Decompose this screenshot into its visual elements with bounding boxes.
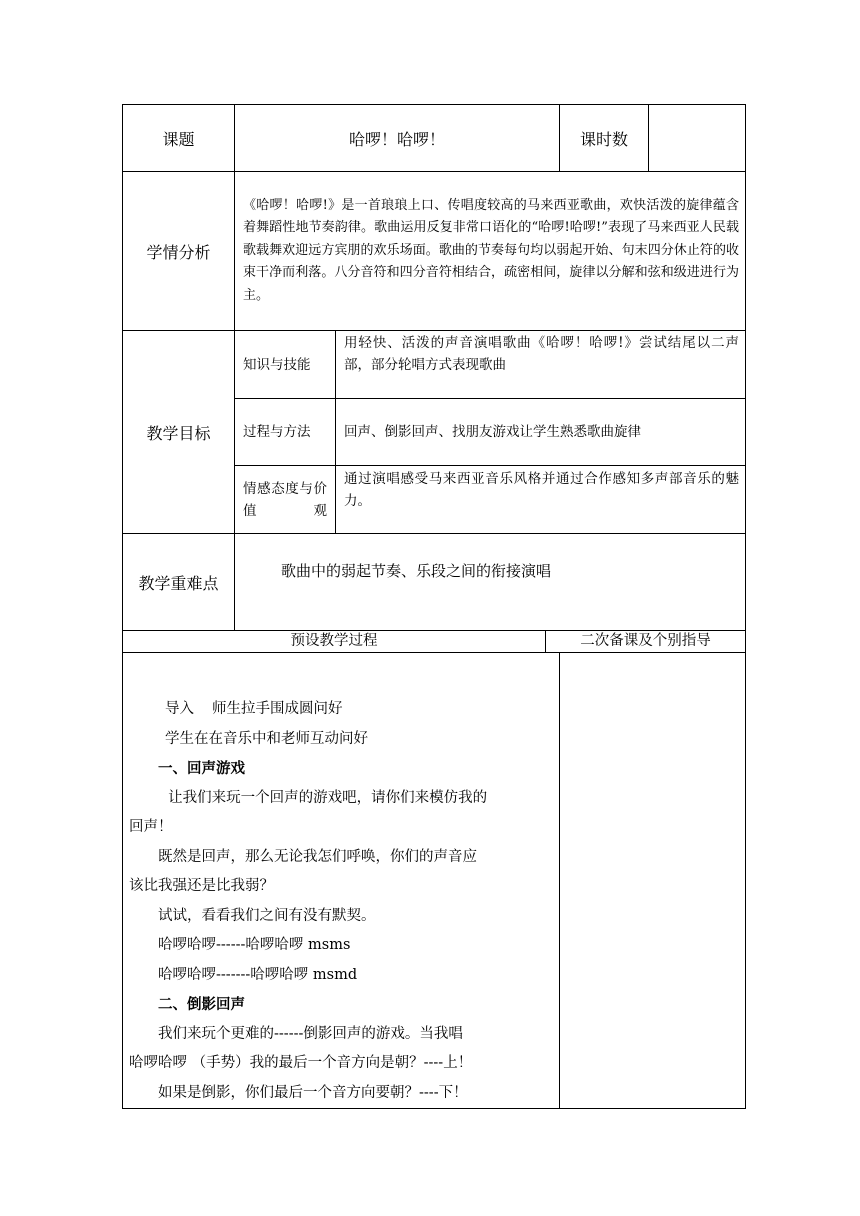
process-header-row	[123, 631, 746, 653]
goals-label: 教学目标	[123, 331, 235, 534]
notes-body	[560, 653, 746, 1109]
goal-label-process: 过程与方法	[235, 399, 336, 466]
intro-line	[129, 695, 553, 725]
section-heading-reverse-echo: 二、倒影回声	[158, 996, 245, 1013]
intro-label: 导入	[165, 701, 194, 717]
goal-text-process: 回声、倒影回声、找朋友游戏让学生熟悉歌曲旋律	[336, 399, 746, 466]
section-heading-echo: 一、回声游戏	[158, 760, 245, 777]
paragraph-5: 哈啰哈啰-------哈啰哈啰 msmd	[158, 966, 358, 983]
title-label: 课题	[123, 105, 235, 172]
goal-text-knowledge: 用轻快、活泼的声音演唱歌曲《哈啰！哈啰!》尝试结尾以二声部，部分轮唱方式表现歌曲	[336, 331, 746, 399]
paragraph-6b: 哈啰哈啰 （手势）我的最后一个音方向是朝？----上！	[129, 1055, 473, 1071]
lesson-title: 哈啰！哈啰！	[235, 105, 560, 172]
paragraph-7: 如果是倒影，你们最后一个音方向要朝？----下！	[158, 1084, 468, 1101]
keypoint-label: 教学重难点	[123, 534, 235, 631]
goal-text-emotion: 通过演唱感受马来西亚音乐风格并通过合作感知多声部音乐的魅力。	[336, 466, 746, 534]
goal-label-emotion: 情感态度与价值观	[235, 466, 336, 534]
paragraph-6a: 我们来玩个更难的------倒影回声的游戏。当我唱	[158, 1025, 463, 1042]
process-row	[123, 653, 746, 1109]
paragraph-1a: 让我们来玩一个回声的游戏吧，请你们来模仿我的	[168, 789, 488, 806]
lesson-plan-table	[122, 104, 746, 1109]
analysis-label: 学情分析	[123, 172, 235, 331]
intro-text: 师生拉手围成圆问好	[212, 701, 343, 717]
goal-label-knowledge: 知识与技能	[235, 331, 336, 399]
keypoint-text: 歌曲中的弱起节奏、乐段之间的衔接演唱	[235, 534, 746, 631]
paragraph-1b: 回声！	[129, 819, 173, 835]
greet-line: 学生在在音乐中和老师互动问好	[165, 730, 368, 747]
hours-value	[649, 105, 746, 172]
notes-header: 二次备课及个别指导	[546, 631, 746, 653]
analysis-text: 《哈啰！哈啰!》是一首琅琅上口、传唱度较高的马来西亚歌曲，欢快活泼的旋律蕴含着舞蹈性地节奏韵律。歌曲运用反复非常口语化的“哈啰!哈啰!”表现了马来西亚人民载歌载舞欢迎远方宾朋的欢乐场面。歌曲的节奏每句均以弱起开始、句末四分休止符的收束干净而利落。八分音符和四分音符相结合，疏密相间，旋律以分解和弦和级进进行为主。	[235, 172, 746, 331]
keypoint-row	[123, 534, 746, 631]
paragraph-4: 哈啰哈啰------哈啰哈啰 msms	[158, 937, 351, 953]
paragraph-2a: 既然是回声，那么无论我怎们呼唤，你们的声音应	[158, 848, 477, 865]
analysis-row	[123, 172, 746, 331]
hours-label: 课时数	[560, 105, 649, 172]
paragraph-3: 试试，看看我们之间有没有默契。	[158, 907, 376, 924]
process-body	[123, 653, 560, 1109]
paragraph-2b: 该比我强还是比我弱？	[129, 878, 274, 894]
goal-row-1	[123, 331, 746, 399]
title-row	[123, 105, 746, 172]
process-header: 预设教学过程	[123, 631, 546, 653]
